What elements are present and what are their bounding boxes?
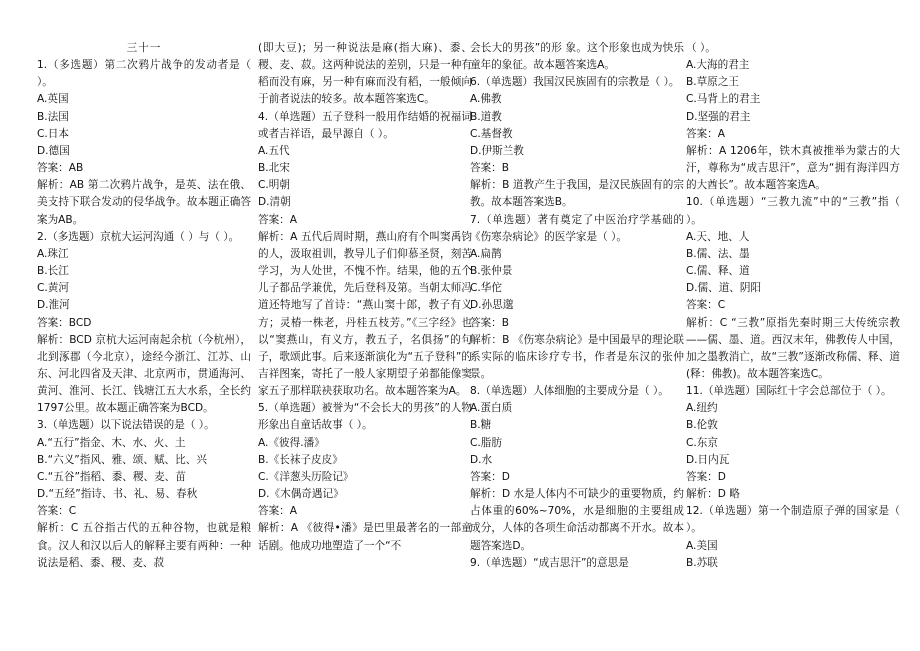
explanation: 解析：C 五谷指古代的五种谷物，也就是粮食。汉人和汉以后人的解释主要有两种：一种说法是稻、黍、稷、麦、菽 (37, 522, 251, 569)
option: B.《长袜子皮皮》 (258, 453, 343, 466)
section-title: 三十一 (126, 42, 162, 54)
answer: 答案：BCD (37, 316, 92, 329)
option: B.长江 (37, 265, 69, 278)
option: C.马背上的君主 (686, 93, 761, 106)
option: C.《洋葱头历险记》 (258, 470, 354, 483)
option: A.大海的君主 (686, 59, 750, 72)
option: D.淮河 (37, 299, 70, 312)
question-8: 8.（单选题）人体细胞的主要成分是（ ）。 (470, 385, 669, 398)
column-2 (258, 40, 472, 555)
answer: 答案：B (470, 316, 510, 329)
option: C.东京 (686, 436, 718, 449)
column-4 (686, 40, 900, 572)
option: D.孙思邈 (470, 299, 514, 312)
explanation: 解析：D 水是人体内不可缺少的重要物质，约占体重的60%~70%，水是细胞的主要组成成分，人体的各项生命活动都离不开水。故本题答案选D。 (470, 488, 684, 552)
option: C.儒、释、道 (686, 265, 750, 278)
option: B.糖 (470, 419, 492, 432)
option: A.“五行”指金、木、水、火、土 (37, 436, 186, 449)
explanation-continued: (即大豆)；另一种说法是麻(指大麻)、黍、稷、麦、菽。这两种说法的差别，只是一种有稻而没有麻，另一种有麻而没有稻，一般倾向于前者说法的较多。故本题答案选C。 (258, 42, 472, 106)
question-10: 10.（单选题）“三教九流”中的“三教”指（ ）。 (686, 196, 900, 226)
explanation: 解析：D 略 (686, 488, 740, 501)
answer: 答案：A (258, 213, 298, 226)
question-7: 7.（单选题）著有奠定了中医治疗学基础的《伤寒杂病论》的医学家是（ ）。 (470, 213, 684, 243)
option: C.日本 (37, 127, 69, 140)
option: A.蛋白质 (470, 402, 513, 415)
question-9: 9.（单选题）“成吉思汗”的意思是 (470, 556, 629, 569)
question-continued: （ ）。 (686, 42, 716, 54)
explanation: 解析：BCD 京杭大运河南起余杭（今杭州），北到涿郡（今北京），途经今浙江、江苏、山东、河北四省及天津、北京两市，贯通海河、黄河、淮河、长江、钱塘江五大水系，全长约1797公里。故本题正确答案为BCD。 (37, 333, 251, 415)
option: B.“六义”指风、雅、颂、赋、比、兴 (37, 453, 207, 466)
option: D.清朝 (258, 196, 291, 209)
explanation: 解析：A 《彼得•潘》是巴里最著名的一部童话剧。他成功地塑造了一个“不 (258, 522, 472, 552)
option: D.水 (470, 453, 493, 466)
explanation: 解析：AB 第二次鸦片战争，是英、法在俄、美支持下联合发动的侵华战争。故本题正确答案为AB。 (37, 179, 251, 226)
option: D.《木偶奇遇记》 (258, 488, 344, 501)
option: A.扁鹊 (470, 247, 502, 260)
answer: 答案：D (470, 470, 510, 483)
option: D.日内瓦 (686, 453, 730, 466)
explanation: 解析：C “三教”原指先秦时期三大传统宗教——儒、墨、道。西汉末年，佛教传人中国，加之墨教消亡，故“三教”逐渐改称儒、释、道(释：佛教)。故本题答案选C。 (686, 316, 900, 380)
answer: 答案：C (686, 299, 726, 312)
option: C.黄河 (37, 282, 69, 295)
explanation: 解析：A 1206年，铁木真被推举为蒙古的大汗，尊称为“成吉思汗”，意为“拥有海洋四方的大酋长”。故本题答案选A。 (686, 144, 900, 192)
answer: 答案：B (470, 162, 510, 175)
question-2: 2.（多选题）京杭大运河沟通（ ）与（ ）。 (37, 230, 240, 243)
question-12: 12.（单选题）第一个制造原子弹的国家是（ ）。 (686, 505, 900, 535)
question-3: 3.（单选题）以下说法错误的是（ ）。 (37, 419, 215, 432)
option: D.“五经”指诗、书、礼、易、春秋 (37, 488, 198, 501)
option: C.华佗 (470, 282, 502, 295)
answer: 答案：A (686, 127, 726, 140)
option: C.明朝 (258, 179, 290, 192)
question-1: 1.（多选题）第二次鸦片战争的发动者是（ ）。 (37, 59, 251, 89)
option: C.基督教 (470, 127, 513, 140)
explanation: 解析：A 五代后周时期，燕山府有个叫窦禹钧的人，汲取祖训，教导儿子们仰慕圣贤，刻苦学习，为人处世，不愧不怍。结果，他的五个儿子都品学兼优，先后登科及第。当朝太师冯道还特地写了首诗：“燕山窦十郎，教子有义方；灵椿一株老，丹桂五枝芳。”《三字经》也以“窦燕山，有义方，教五子，名俱扬”的句子，歌颂此事。后来逐渐演化为“五子登科”的吉祥图案，寄托了一般人家期望子弟都能像窦家五子那样联袂获取功名。故本题答案为A。 (258, 230, 472, 398)
option: D.坚强的君主 (686, 110, 751, 123)
option: B.北宋 (258, 162, 290, 175)
question-5: 5.（单选题）被誉为“不会长大的男孩”的人物形象出自童话故事（ ）。 (258, 402, 472, 432)
option: C.“五谷”指稻、黍、稷、麦、苗 (37, 470, 186, 483)
option: A.《彼得.潘》 (258, 436, 325, 449)
option: D.伊斯兰教 (470, 144, 524, 157)
option: B.法国 (37, 110, 69, 123)
option: A.英国 (37, 93, 69, 106)
answer: 答案：A (258, 505, 298, 518)
option: C.脂肪 (470, 436, 502, 449)
option: B.伦敦 (686, 419, 718, 432)
option: D.儒、道、阴阳 (686, 282, 762, 295)
option: B.草原之王 (686, 76, 740, 89)
column-3 (470, 40, 684, 572)
option: A.珠江 (37, 247, 69, 260)
explanation: 解析：B 道教产生于我国，是汉民族固有的宗教。故本题答案选B。 (470, 179, 684, 209)
question-4: 4.（单选题）五子登科一般用作结婚的祝福词或者吉祥语，最早源自（ ）。 (258, 110, 472, 140)
option: A.纽约 (686, 402, 718, 415)
question-6: 6.（单选题）我国汉民族固有的宗教是（ ）。 (470, 76, 680, 89)
option: B.儒、法、墨 (686, 247, 750, 260)
question-11: 11.（单选题）国际红十字会总部位于（ ）。 (686, 385, 892, 398)
answer: 答案：C (37, 505, 77, 518)
answer: 答案：D (686, 470, 726, 483)
option: B.张仲景 (470, 265, 513, 278)
option: A.佛教 (470, 93, 502, 106)
explanation-continued: 会长大的男孩”的形 象。这个形象也成为快乐童年的象征。故本题答案选A。 (470, 42, 684, 72)
answer: 答案：AB (37, 162, 84, 175)
option: B.道教 (470, 110, 502, 123)
option: B.苏联 (686, 556, 718, 569)
explanation: 解析：B 《伤寒杂病论》是中国最早的理论联系实际的临床诊疗专书，作者是东汉的张仲景。 (470, 333, 684, 380)
option: A.五代 (258, 144, 290, 157)
option: A.美国 (686, 539, 718, 552)
option: A.天、地、人 (686, 230, 750, 243)
option: D.德国 (37, 144, 70, 157)
column-1 (37, 40, 251, 572)
